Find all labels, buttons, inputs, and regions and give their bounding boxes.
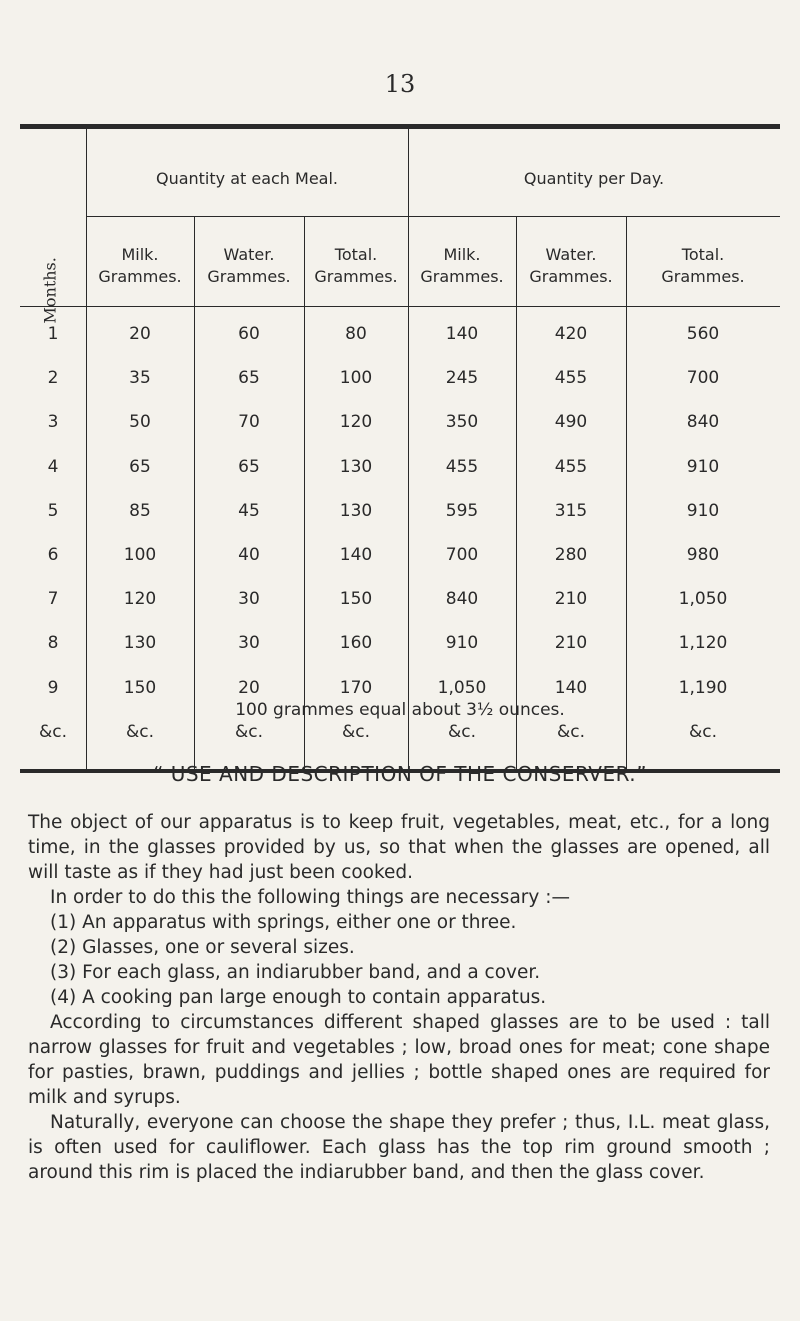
table-cell: 30 [238, 589, 260, 610]
table-cell: 700 [686, 368, 720, 389]
table-cell: 20 [238, 677, 260, 698]
month-cell: &c. [38, 721, 67, 742]
list-item: (3) For each glass, an indiarubber band, and a cover. [50, 962, 541, 983]
group-header-meal: Quantity at each Meal. [155, 169, 339, 188]
month-cell: 2 [47, 368, 59, 389]
table-cell: 70 [238, 412, 260, 433]
conversion-note: 100 grammes equal about 3½ ounces. [235, 700, 565, 720]
table-cell: 80 [345, 324, 367, 344]
table-cell: 130 [339, 456, 373, 477]
column-header-label: Water. [545, 245, 597, 264]
table-cell: 980 [686, 545, 720, 565]
table-cell: 160 [339, 633, 373, 654]
table-cell: 910 [686, 456, 720, 477]
table-cell: 100 [123, 545, 157, 565]
column-header-unit: Grammes. [420, 267, 504, 286]
col-divider [408, 129, 409, 769]
table-cell: 1,050 [437, 677, 487, 698]
table-cell: 140 [445, 324, 479, 344]
table-cell: 1,120 [678, 633, 728, 654]
table-cell: 65 [238, 368, 260, 389]
table-cell: 120 [339, 412, 373, 433]
table-cell: 420 [554, 324, 588, 344]
table-cell: 150 [339, 589, 373, 610]
table-cell: 140 [339, 545, 373, 565]
column-header-unit: Grammes. [207, 267, 291, 286]
column-header-label: Total. [681, 245, 725, 264]
month-cell: 7 [47, 589, 59, 610]
month-cell: 6 [47, 545, 59, 565]
table-cell: &c. [341, 721, 370, 742]
table-cell: 910 [445, 633, 479, 654]
paragraph: According to circumstances different shaped glasses are to be used : tall narrow glasses for fruit and vegetables ; low, broad ones for meat; cone shape for pasties, brawn, puddings and jellies ; bottle shaped ones are required for milk and syrups. [28, 1012, 770, 1108]
table-cell: 170 [339, 677, 373, 698]
table-cell: 85 [129, 500, 151, 521]
paragraph: The object of our apparatus is to keep fruit, vegetables, meat, etc., for a long time, in the glasses provided by us, so that when the glasses are opened, all will taste as if they had just been cooked. [28, 812, 770, 883]
list-item: (4) A cooking pan large enough to contain apparatus. [50, 987, 547, 1008]
table-cell: &c. [688, 721, 717, 742]
table-cell: 35 [129, 368, 151, 389]
table-cell: 315 [554, 500, 588, 521]
page-number: 13 [384, 70, 416, 98]
list-item: (2) Glasses, one or several sizes. [50, 937, 355, 958]
column-header-label: Milk. [443, 245, 481, 264]
table-cell: 1,050 [678, 589, 728, 610]
months-header: Months. [40, 257, 60, 324]
table-cell: 40 [238, 545, 260, 565]
table-cell: 455 [554, 456, 588, 477]
table-cell: 245 [445, 368, 479, 389]
table-cell: 560 [686, 324, 720, 344]
table-cell: 130 [339, 500, 373, 521]
month-cell: 4 [47, 456, 59, 477]
column-header-unit: Grammes. [661, 267, 745, 286]
col-divider [86, 129, 87, 769]
column-header [408, 244, 516, 288]
table-cell: 140 [554, 677, 588, 698]
month-cell: 5 [47, 500, 59, 521]
group-header-day: Quantity per Day. [523, 169, 665, 188]
table-cell: 100 [339, 368, 373, 389]
column-header [86, 244, 194, 288]
section-title: “ USE AND DESCRIPTION OF THE CONSERVER.” [152, 762, 648, 786]
table-cell: &c. [234, 721, 263, 742]
month-cell: 9 [47, 677, 59, 698]
table-cell: &c. [447, 721, 476, 742]
column-header-label: Water. [223, 245, 275, 264]
table-cell: 700 [445, 545, 479, 565]
table-cell: 45 [238, 500, 260, 521]
table-cell: 130 [123, 633, 157, 654]
table-cell: 210 [554, 589, 588, 610]
table-cell: 595 [445, 500, 479, 521]
table-cell: 30 [238, 633, 260, 654]
table-cell: &c. [556, 721, 585, 742]
table-cell: 65 [129, 456, 151, 477]
table-cell: 280 [554, 545, 588, 565]
table-cell: 65 [238, 456, 260, 477]
table-cell: 490 [554, 412, 588, 433]
table-cell: 910 [686, 500, 720, 521]
table-cell: 1,190 [678, 677, 728, 698]
table-cell: 150 [123, 677, 157, 698]
table-cell: 350 [445, 412, 479, 433]
table-cell: &c. [125, 721, 154, 742]
table-cell: 50 [129, 412, 151, 433]
table-cell: 840 [686, 412, 720, 433]
column-header-label: Total. [334, 245, 378, 264]
column-header [516, 244, 626, 288]
table-cell: 455 [554, 368, 588, 389]
header-bottom-rule [20, 306, 780, 307]
table-cell: 60 [238, 324, 260, 344]
table-cell: 455 [445, 456, 479, 477]
column-header-unit: Grammes. [98, 267, 182, 286]
column-header-label: Milk. [121, 245, 159, 264]
table-cell: 840 [445, 589, 479, 610]
paragraph: Naturally, everyone can choose the shape they prefer ; thus, I.L. meat glass, is often used for cauliflower. Each glass has the top rim ground smooth ; around this rim is placed the indiarubber band, and then the glass cover. [28, 1112, 770, 1183]
month-cell: 1 [47, 324, 59, 344]
table-cell: 20 [129, 324, 151, 344]
column-header [304, 244, 408, 288]
paragraph: In order to do this the following things are necessary :— [50, 887, 570, 908]
header-divider [86, 216, 780, 217]
list-item: (1) An apparatus with springs, either one or three. [50, 912, 517, 933]
column-header [194, 244, 304, 288]
table-top-rule [20, 124, 780, 129]
body-text [28, 810, 770, 1185]
table-cell: 210 [554, 633, 588, 654]
month-cell: 3 [47, 412, 59, 433]
column-header-unit: Grammes. [529, 267, 613, 286]
column-header [626, 244, 780, 288]
month-cell: 8 [47, 633, 59, 654]
table-cell: 120 [123, 589, 157, 610]
column-header-unit: Grammes. [314, 267, 398, 286]
